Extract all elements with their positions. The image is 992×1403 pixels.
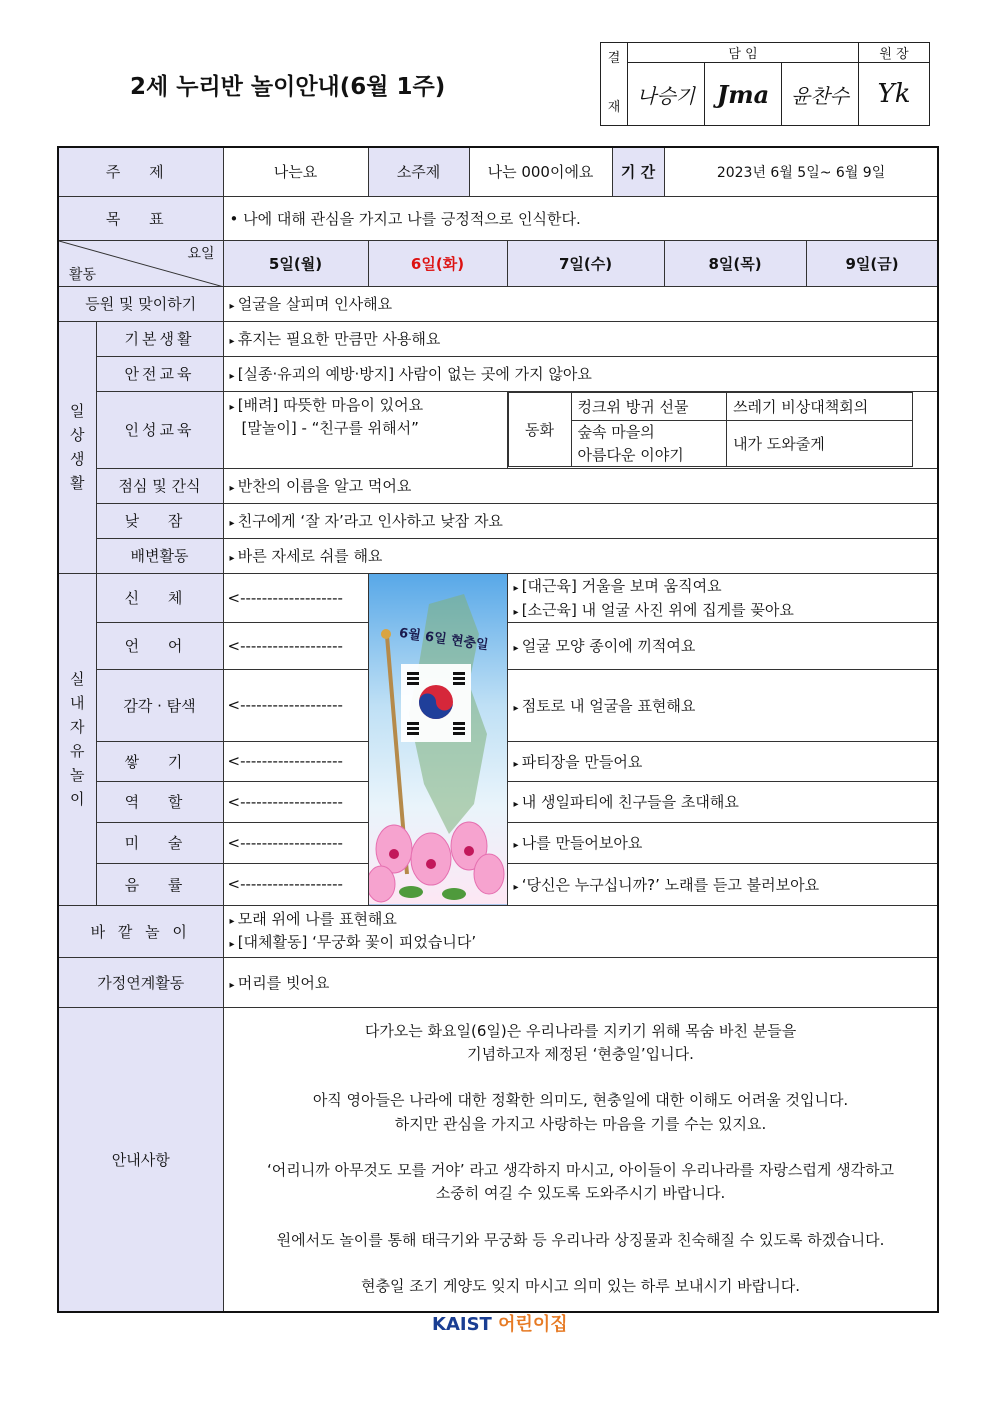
physical-text-2: ▸ [소근육] 내 얼굴 사진 위에 집게를 꽂아요 [514, 598, 932, 622]
period-label: 기 간 [612, 147, 664, 196]
signature-4: Yk [859, 63, 930, 126]
subtheme-value: 나는 000이에요 [469, 147, 612, 196]
story-label: 동화 [508, 393, 571, 467]
goal-text: • 나에 대해 관심을 가지고 나를 긍정적으로 인식한다. [223, 196, 938, 240]
indoor-play-group: 실 내 자 유 놀 이 [58, 573, 96, 905]
logo-kaist: KAIST [432, 1314, 492, 1335]
notice-paragraph: ‘어리니까 아무것도 모를 거야’ 라고 생각하지 마시고, 아이들이 우리나라를 자랑스럽게 생각하고 소중히 여길 수 있도록 도와주시기 바랍니다. [266, 1161, 895, 1203]
notice-paragraph: 현충일 조기 게양도 잊지 마시고 의미 있는 하루 보내시기 바랍니다. [361, 1277, 800, 1296]
day-mon: 5일(월) [223, 240, 368, 286]
daily-life-group: 일 상 생 활 [58, 321, 96, 573]
logo-daycare: 어린이집 [498, 1314, 568, 1335]
language-label: 언 어 [96, 622, 223, 669]
basic-life-text: ▸ 휴지는 필요한 만큼만 사용해요 [223, 321, 938, 356]
physical-text [507, 573, 938, 622]
character-line1: ▸ [배려] 따뜻한 마음이 있어요 [230, 394, 501, 417]
story-2: 쓰레기 비상대책회의 [727, 393, 913, 421]
story-4: 내가 도와줄게 [727, 421, 913, 467]
character-line2: [말놀이] - “친구를 위해서” [241, 418, 419, 437]
notice-paragraph: 아직 영아들은 나라에 대한 정확한 의미도, 현충일에 대한 이해도 어려울 것입니다. 하지만 관심을 가지고 사랑하는 마음을 기를 수는 있지요. [312, 1091, 849, 1133]
signature-3: 윤찬수 [782, 63, 859, 126]
art-dashes: <------------------- [223, 822, 368, 863]
language-text: ▸ 얼굴 모양 종이에 끼적여요 [507, 622, 938, 669]
music-label: 음 률 [96, 863, 223, 905]
director-header: 원 장 [859, 43, 930, 63]
character-text [223, 391, 507, 468]
outdoor-line2: ▸ [대체활동] ‘무궁화 꽃이 피었습니다’ [230, 931, 932, 954]
blocks-dashes: <------------------- [223, 741, 368, 781]
kaist-daycare-logo [432, 1310, 568, 1336]
period-value: 2023년 6월 5일~ 6월 9일 [664, 147, 938, 196]
notice-paragraph: 다가오는 화요일(6일)은 우리나라를 지키기 위해 목숨 바친 분들을 기념하고자 제정된 ‘현충일’입니다. [364, 1021, 797, 1063]
sensory-text: ▸ 점토로 내 얼굴을 표현해요 [507, 669, 938, 741]
roleplay-text: ▸ 내 생일파티에 친구들을 초대해요 [507, 781, 938, 822]
outdoor-text [223, 905, 938, 957]
physical-label: 신 체 [96, 573, 223, 622]
safety-text: ▸ [실종·유괴의 예방·방지] 사람이 없는 곳에 가지 않아요 [223, 356, 938, 391]
home-link-label: 가정연계활동 [58, 957, 223, 1007]
lunch-text: ▸ 반찬의 이름을 알고 먹어요 [223, 468, 938, 503]
outdoor-label: 바 깥 놀 이 [58, 905, 223, 957]
physical-text-1: ▸ [대근육] 거울을 보며 움직여요 [514, 574, 932, 598]
roleplay-dashes: <------------------- [223, 781, 368, 822]
theme-label: 주 제 [58, 147, 223, 196]
theme-value: 나는요 [223, 147, 368, 196]
art-text: ▸ 나를 만들어보아요 [507, 822, 938, 863]
notice-label: 안내사항 [58, 1007, 223, 1312]
day-thu: 8일(목) [664, 240, 806, 286]
home-link-text: ▸ 머리를 빗어요 [223, 957, 938, 1007]
approval-label [601, 43, 628, 126]
sensory-label: 감각 · 탐색 [96, 669, 223, 741]
approval-gyul: 결 [607, 50, 621, 66]
nap-text: ▸ 친구에게 ‘잘 자’라고 인사하고 낮잠 자요 [223, 503, 938, 538]
signature-1: 나승기 [628, 63, 705, 126]
teacher-header: 담 임 [628, 43, 859, 63]
toilet-text: ▸ 바른 자세로 쉬를 해요 [223, 538, 938, 573]
day-wed: 7일(수) [507, 240, 664, 286]
page-title: 2세 누리반 놀이안내(6월 1주) [130, 74, 446, 100]
day-corner [58, 240, 223, 286]
music-dashes: <------------------- [223, 863, 368, 905]
story-cell [507, 391, 938, 468]
day-fri: 9일(금) [806, 240, 938, 286]
physical-dashes: <------------------- [223, 573, 368, 622]
notice-paragraph: 원에서도 놀이를 통해 태극기와 무궁화 등 우리나라 상징물과 친숙해질 수 있도록 하겠습니다. [276, 1230, 885, 1249]
toilet-label: 배변활동 [96, 538, 223, 573]
language-dashes: <------------------- [223, 622, 368, 669]
corner-activity: 활동 [69, 266, 97, 283]
goal-label: 목 표 [58, 196, 223, 240]
arrival-label: 등원 및 맞이하기 [58, 286, 223, 321]
basic-life-label: 기본생활 [96, 321, 223, 356]
outdoor-line1: ▸ 모래 위에 나를 표현해요 [230, 908, 932, 931]
poster-caption: 6월 6일 현충일 [397, 625, 489, 653]
weekly-plan-table [57, 146, 939, 1313]
nap-label: 낮 잠 [96, 503, 223, 538]
safety-label: 안전교육 [96, 356, 223, 391]
corner-days: 요일 [187, 245, 215, 262]
story-table [508, 392, 914, 467]
blocks-label: 쌓 기 [96, 741, 223, 781]
sensory-dashes: <------------------- [223, 669, 368, 741]
music-text: ▸ ‘당신은 누구십니까?’ 노래를 듣고 불러보아요 [507, 863, 938, 905]
approval-jae: 재 [607, 100, 621, 116]
approval-box [600, 42, 930, 126]
character-label: 인성교육 [96, 391, 223, 468]
day-tue: 6일(화) [368, 240, 507, 286]
subtheme-label: 소주제 [368, 147, 469, 196]
blocks-text: ▸ 파티장을 만들어요 [507, 741, 938, 781]
art-label: 미 술 [96, 822, 223, 863]
story-1: 컹크위 방귀 선물 [571, 393, 727, 421]
signature-2: Jma [705, 63, 782, 126]
roleplay-label: 역 할 [96, 781, 223, 822]
memorial-day-illustration [369, 574, 506, 904]
arrival-text: ▸ 얼굴을 살피며 인사해요 [223, 286, 938, 321]
notice-text [223, 1007, 938, 1312]
story-3: 숲속 마을의 아름다운 이야기 [571, 421, 727, 467]
memorial-day-poster [368, 573, 507, 905]
lunch-label: 점심 및 간식 [96, 468, 223, 503]
